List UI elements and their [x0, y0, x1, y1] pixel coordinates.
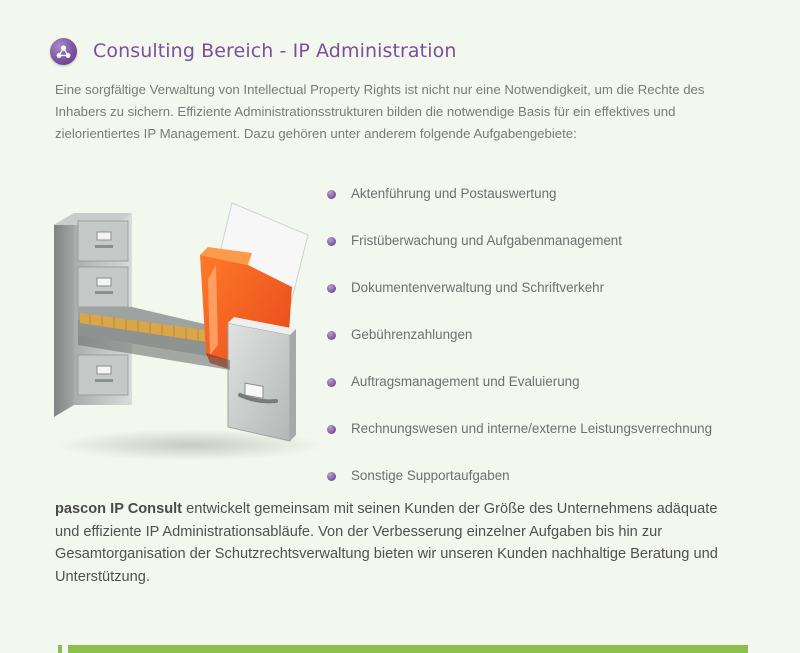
list-item: [327, 311, 712, 358]
summary-text: entwickelt gemeinsam mit seinen Kunden der Größe des Unternehmens adäquate und effiziente IP Administrationsabläufe. Von der Verbesserung einzelner Aufgaben bis hin zur Gesamtorganisation der Schutzrechtsverwaltung bieten wir unseren Kunden nachhaltige Beratung und Unterstützung.: [55, 501, 718, 585]
summary-paragraph: [55, 498, 735, 588]
bullet-icon: [327, 190, 336, 199]
page-header: [50, 36, 456, 66]
list-item-label: Dokumentenverwaltung und Schriftverkehr: [351, 280, 605, 295]
list-item: [327, 217, 712, 264]
list-item-label: Aktenführung und Postauswertung: [351, 186, 557, 201]
bullet-icon: [327, 472, 336, 481]
footer-bar-line: [68, 645, 748, 653]
list-item: [327, 405, 712, 452]
bullet-icon: [327, 237, 336, 246]
bullet-icon: [327, 378, 336, 387]
filing-cabinet-illustration: [40, 195, 320, 465]
list-item-label: Fristüberwachung und Aufgabenmanagement: [351, 233, 622, 248]
task-list: [327, 170, 712, 499]
bullet-icon: [327, 331, 336, 340]
list-item-label: Gebührenzahlungen: [351, 327, 473, 342]
footer-bar-stub: [58, 645, 62, 653]
list-item: [327, 264, 712, 311]
bullet-icon: [327, 425, 336, 434]
intro-paragraph: Eine sorgfältige Verwaltung von Intellectual Property Rights ist nicht nur eine Notwendigkeit, um die Rechte des Inhabers zu sichern. Effiziente Administrationsstrukturen bilden die notwendige Basis für ein effektives und zielorientiertes IP Management. Dazu gehören unter anderem folgende Aufgabengebiete:: [55, 82, 705, 141]
list-item: [327, 452, 712, 499]
page-title: Consulting Bereich - IP Administration: [93, 40, 457, 62]
list-item-label: Rechnungswesen und interne/externe Leistungsverrechnung: [351, 421, 713, 436]
footer-bar: [58, 645, 748, 653]
bullet-icon: [327, 284, 336, 293]
list-item: [327, 170, 712, 217]
consulting-network-icon: [50, 38, 77, 65]
company-name: pascon IP Consult: [55, 501, 183, 517]
list-item-label: Sonstige Supportaufgaben: [351, 468, 510, 483]
list-item-label: Auftragsmanagement und Evaluierung: [351, 374, 580, 389]
list-item: [327, 358, 712, 405]
